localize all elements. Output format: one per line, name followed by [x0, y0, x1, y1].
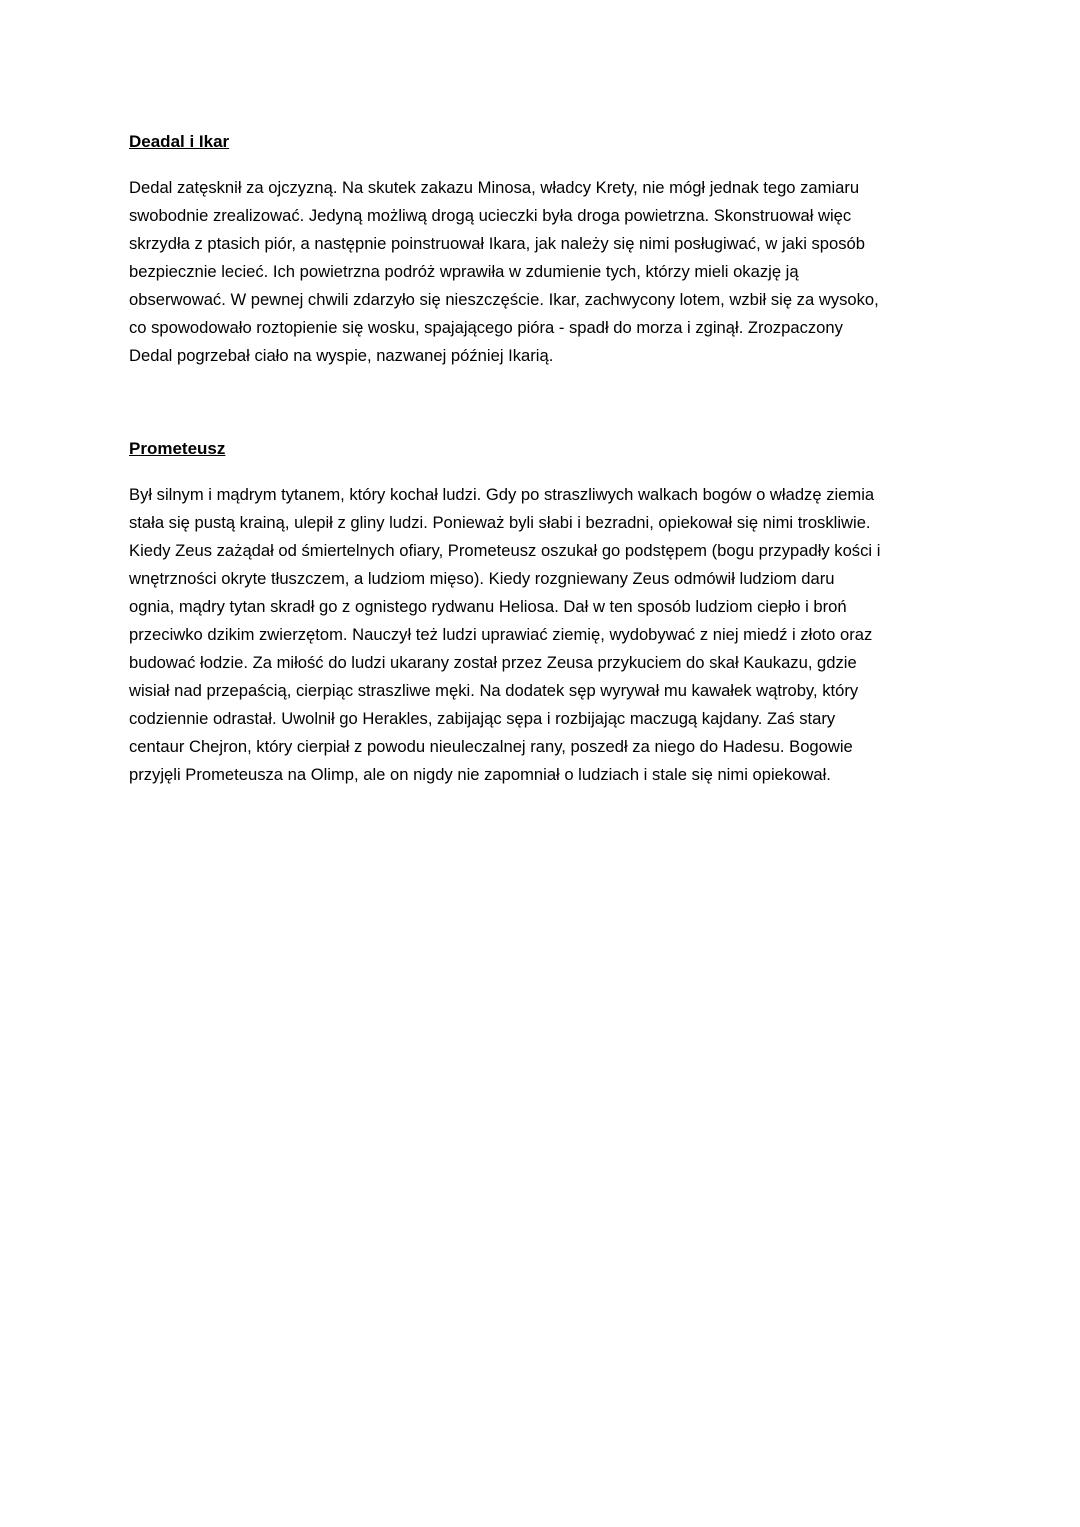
section-title-prometeusz: Prometeusz — [129, 439, 226, 458]
section-paragraph-prometeusz — [129, 481, 959, 789]
paragraph-line: obserwować. W pewnej chwili zdarzyło się nieszczęście. Ikar, zachwycony lotem, wzbił się za wysoko, — [129, 290, 879, 309]
paragraph-line: Dedal zatęsknił za ojczyzną. Na skutek zakazu Minosa, władcy Krety, nie mógł jednak tego zamiaru — [129, 178, 860, 197]
paragraph-line: wnętrzności okryte tłuszczem, a ludziom mięso). Kiedy rozgniewany Zeus odmówił ludziom daru — [129, 569, 835, 588]
paragraph-line: wisiał nad przepaścią, cierpiąc straszliwe męki. Na dodatek sęp wyrywał mu kawałek wątroby, który — [129, 681, 859, 700]
paragraph-line: Kiedy Zeus zażądał od śmiertelnych ofiary, Prometeusz oszukał go podstępem (bogu przypadły kości i — [129, 541, 881, 560]
paragraph-line: skrzydła z ptasich piór, a następnie poinstruował Ikara, jak należy się nimi posługiwać, w jaki sposób — [129, 234, 866, 253]
paragraph-line: Dedal pogrzebał ciało na wyspie, nazwanej później Ikarią. — [129, 346, 554, 365]
paragraph-line: swobodnie zrealizować. Jedyną możliwą drogą ucieczki była droga powietrzna. Skonstruował więc — [129, 206, 852, 225]
paragraph-line: przyjęli Prometeusza na Olimp, ale on nigdy nie zapomniał o ludziach i stale się nimi opiekował. — [129, 765, 831, 784]
paragraph-line: bezpiecznie lecieć. Ich powietrzna podróż wprawiła w zdumienie tych, którzy mieli okazję ją — [129, 262, 799, 281]
paragraph-line: stała się pustą krainą, ulepił z gliny ludzi. Ponieważ byli słabi i bezradni, opiekował się nimi troskliwie. — [129, 513, 871, 532]
paragraph-line: ognia, mądry tytan skradł go z ognistego rydwanu Heliosa. Dał w ten sposób ludziom ciepło i broń — [129, 597, 847, 616]
paragraph-line: centaur Chejron, który cierpiał z powodu nieuleczalnej rany, poszedł za niego do Hadesu. Bogowie — [129, 737, 853, 756]
paragraph-line: co spowodowało roztopienie się wosku, spajającego pióra - spadł do morza i zginął. Zrozpaczony — [129, 318, 843, 337]
paragraph-line: Był silnym i mądrym tytanem, który kochał ludzi. Gdy po straszliwych walkach bogów o władzę ziemia — [129, 485, 875, 504]
paragraph-line: budować łodzie. Za miłość do ludzi ukarany został przez Zeusa przykuciem do skał Kaukazu, gdzie — [129, 653, 857, 672]
section-title-deadal-i-ikar: Deadal i Ikar — [129, 132, 230, 151]
section-paragraph-deadal-i-ikar — [129, 174, 959, 370]
paragraph-line: codziennie odrastał. Uwolnił go Herakles, zabijając sępa i rozbijając maczugą kajdany. Zaś stary — [129, 709, 836, 728]
paragraph-line: przeciwko dzikim zwierzętom. Nauczył też ludzi uprawiać ziemię, wydobywać z niej miedź i złoto oraz — [129, 625, 873, 644]
